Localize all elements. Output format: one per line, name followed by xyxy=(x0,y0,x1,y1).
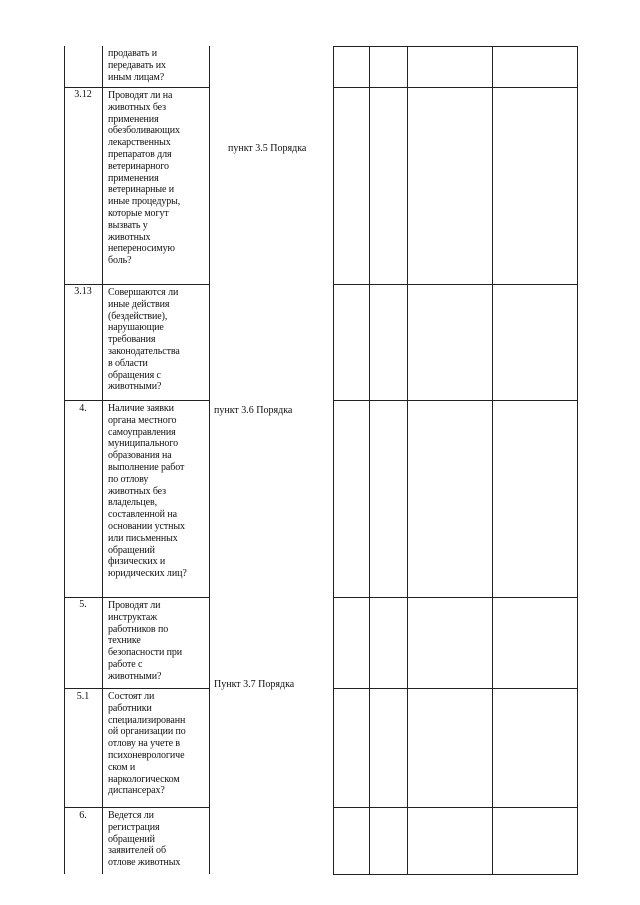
question-text: Совершаются ли иные действия (бездействие), нарушающие требования законодательства в области обращения с животными? xyxy=(108,287,180,393)
row-divider xyxy=(64,807,210,808)
question-text: Наличие заявки органа местного самоуправления муниципального образования на выполнение работ по отлову животных без владельцев, составленной на основании устных или письменных обращений физических и юридических лиц? xyxy=(108,403,187,580)
row-divider xyxy=(64,400,210,401)
legal-reference: пункт 3.6 Порядка xyxy=(214,405,293,416)
question-text: Состоят ли работники специализированн ой организации по отлову на учете в психоневрологиче ском и наркологическом диспансерах? xyxy=(108,691,186,797)
question-text: Проводят ли на животных без применения обезболивающих лекарственных препаратов для ветеринарного применения ветеринарные и иные процедуры, которые могут вызвать у животных непереносимую боль? xyxy=(108,90,181,267)
right-table-top xyxy=(333,46,578,47)
table-divider-num xyxy=(102,46,103,874)
row-number: 5. xyxy=(79,599,87,610)
legal-reference: Пункт 3.7 Порядка xyxy=(214,679,295,690)
right-row-divider xyxy=(333,688,578,689)
right-row-divider xyxy=(333,400,578,401)
right-table-col-divider xyxy=(492,46,493,874)
question-text: продавать и передавать их иным лицам? xyxy=(108,48,166,83)
right-table-border-right xyxy=(577,46,578,874)
legal-reference: пункт 3.5 Порядка xyxy=(228,143,307,154)
question-text: Ведется ли регистрация обращений заявителей об отлове животных xyxy=(108,810,181,869)
row-divider xyxy=(64,87,210,88)
row-number: 6. xyxy=(79,810,87,821)
row-divider xyxy=(64,284,210,285)
right-table-col-divider xyxy=(407,46,408,874)
table-border-left xyxy=(64,46,65,874)
right-table-border-left xyxy=(333,46,334,874)
right-row-divider xyxy=(333,807,578,808)
right-table-col-divider xyxy=(369,46,370,874)
question-text: Проводят ли инструктаж работников по технике безопасности при работе с животными? xyxy=(108,600,183,682)
row-number: 5.1 xyxy=(76,691,90,702)
right-table-bottom xyxy=(333,874,578,875)
row-number: 4. xyxy=(79,403,87,414)
right-row-divider xyxy=(333,284,578,285)
row-divider xyxy=(64,688,210,689)
row-number: 3.12 xyxy=(74,89,92,100)
row-number: 3.13 xyxy=(74,286,92,297)
table-divider-question xyxy=(209,46,210,874)
right-row-divider xyxy=(333,597,578,598)
right-row-divider xyxy=(333,87,578,88)
row-divider xyxy=(64,597,210,598)
